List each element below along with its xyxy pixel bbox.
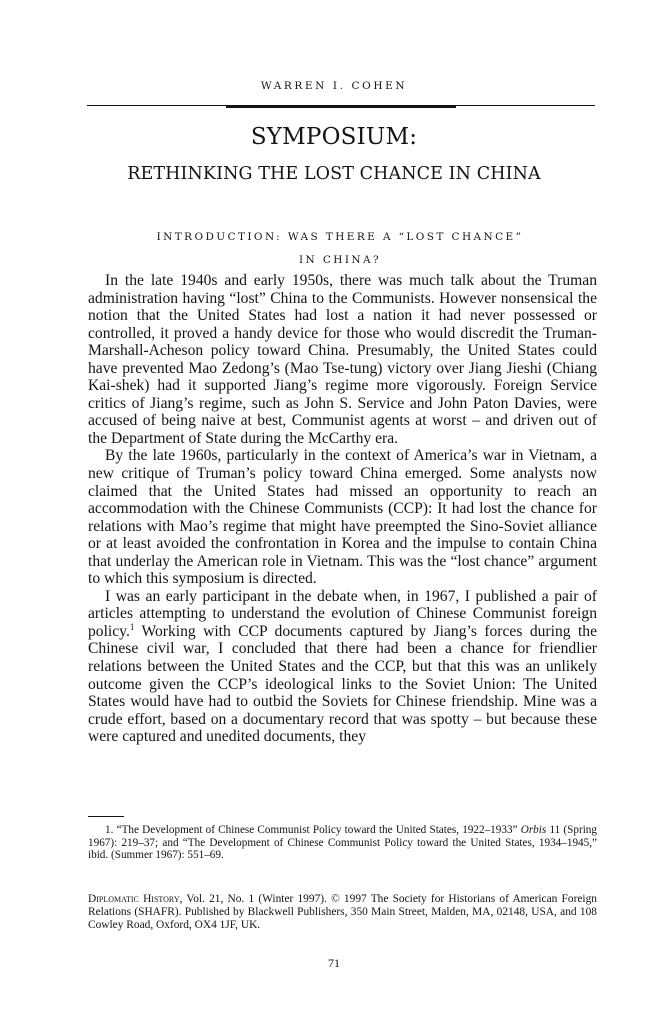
header-rule-accent <box>226 105 456 108</box>
footnote-journal: Orbis <box>520 824 547 836</box>
section-heading <box>130 226 550 272</box>
paragraph-3-part-2: Working with CCP documents captured by Jiang’s forces during the Chinese civil war, I concluded that there had been a chance for friendlier relations between the United States and the CCP, but that this was an unlikely outcome given the CCP’s ideological links to the Soviet Union: The United States would have had to outbid the Soviets for Chinese friendship. Mine was a crude effort, based on a documentary record that was spotty – but because these were captured and unedited documents, they <box>88 622 597 746</box>
footnote-1 <box>88 824 597 862</box>
running-head-author: WARREN I. COHEN <box>260 80 408 92</box>
section-heading-line-2: IN CHINA? <box>298 254 381 266</box>
section-heading-line-1: INTRODUCTION: WAS THERE A “LOST CHANCE” <box>156 231 524 243</box>
journal-imprint <box>88 893 597 932</box>
body-text <box>88 272 597 746</box>
footnote-rule <box>88 816 124 817</box>
imprint-details: , Vol. 21, No. 1 (Winter 1997). © 1997 The Society for Historians of American Foreign Relations (SHAFR). Published by Blackwell Publishers, 350 Main Street, Malden, MA, 02148, USA, and 108 Cowley Road, Oxford, OX4 1JF, UK. <box>88 893 597 931</box>
paragraph-3 <box>88 588 597 746</box>
article-subtitle: RETHINKING THE LOST CHANCE IN CHINA <box>127 164 541 184</box>
footnote-text-1: 1. “The Development of Chinese Communist Policy toward the United States, 1922–1933” <box>105 824 521 836</box>
article-title: SYMPOSIUM: <box>250 124 418 150</box>
page-number: 71 <box>328 956 340 970</box>
imprint-journal-name: Diplomatic History <box>88 893 180 905</box>
footnote-text-2: 11 (Spring 1967): 219–37; and “The Development of Chinese Communist Policy toward the United States, 1934–1945,” ibid. (Summer 1967): 551–69. <box>88 824 597 862</box>
paragraph-1: In the late 1940s and early 1950s, there was much talk about the Truman administration having “lost” China to the Communists. However nonsensical the notion that the United States had lost a nation it had never possessed or controlled, it proved a handy device for those who would discredit the Truman-Marshall-Acheson policy toward China. Presumably, the United States could have prevented Mao Zedong’s (Mao Tse-tung) victory over Jiang Jieshi (Chiang Kai-shek) had it supported Jiang’s regime more vigorously. Foreign Service critics of Jiang’s regime, such as John S. Service and John Paton Davies, were accused of being naive at best, Communist agents at worst – and driven out of the Department of State during the McCarthy era. <box>88 272 597 447</box>
paragraph-2: By the late 1960s, particularly in the context of America’s war in Vietnam, a new critique of Truman’s policy toward China emerged. Some analysts now claimed that the United States had missed an opportunity to reach an accommodation with the Chinese Communists (CCP): It had lost the chance for relations with Mao’s regime that might have preempted the Sino-Soviet alliance or at least avoided the confrontation in Korea and the impulse to contain China that underlay the American role in Vietnam. This was the “lost chance” argument to which this symposium is directed. <box>88 447 597 588</box>
footnote-marker[interactable]: 1 <box>129 621 135 632</box>
paragraph-3-part-1: I was an early participant in the debate when, in 1967, I published a pair of articles attempting to understand the evolution of Chinese Communist foreign policy. <box>88 587 597 640</box>
